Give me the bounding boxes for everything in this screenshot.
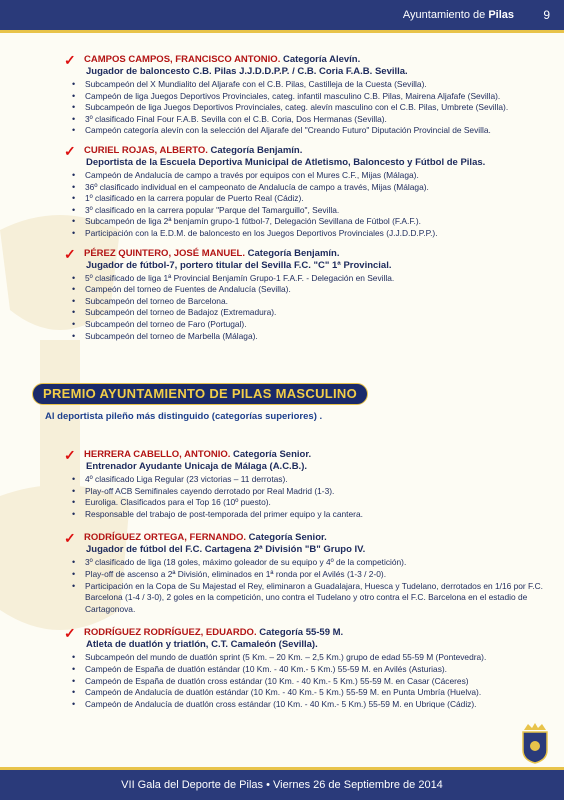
athlete-subtitle: Jugador de fútbol del F.C. Cartagena 2ª División "B" Grupo IV. [86, 544, 366, 556]
list-item: • Responsable del trabajo de post-temporada del primer equipo y la cantera. [84, 509, 554, 521]
list-item: • 1º clasificado en la carrera popular de Puerto Real (Cádiz). [84, 193, 554, 205]
achievement-list [84, 170, 554, 240]
athlete-name-line: RODRÍGUEZ ORTEGA, FERNANDO. Categoría Senior. [84, 532, 327, 544]
athlete-entry [64, 245, 554, 343]
list-item: • Campeón de España de duatlón cross estándar (10 Km. - 40 Km.- 5 Km.) 55-59 M. en Casar (Cáceres) [84, 676, 554, 688]
achievement-list [84, 79, 554, 137]
header-stripe [0, 30, 564, 33]
athlete-subtitle: Deportista de la Escuela Deportiva Municipal de Atletismo, Baloncesto y Fútbol de Pilas. [86, 156, 486, 168]
header-title: Ayuntamiento de Pilas [402, 9, 514, 21]
list-item: • Subcampeón del torneo de Faro (Portugal). [84, 319, 554, 331]
list-item: • Campeón de Andalucía de campo a través por equipos con el Mures C.F., Mijas (Málaga). [84, 170, 554, 182]
athlete-entry [64, 447, 554, 520]
list-item: • Campeón de liga Juegos Deportivos Provinciales, categ. infantil masculino C.B. Pilas, Mairena Aljafafe (Sevilla). [84, 91, 554, 103]
premio-title-banner: PREMIO AYUNTAMIENTO DE PILAS MASCULINO [32, 383, 368, 405]
achievement-list [84, 652, 554, 710]
check-icon: ✓ [64, 52, 76, 68]
athlete-entry [64, 142, 554, 240]
list-item: • Campeón del torneo de Fuentes de Andalucía (Sevilla). [84, 284, 554, 296]
list-item: • Subcampeón del torneo de Barcelona. [84, 296, 554, 308]
list-item: • Subcampeón del torneo de Marbella (Málaga). [84, 331, 554, 343]
athlete-subtitle: Atleta de duatlón y triatlón, C.T. Camaleón (Sevilla). [86, 639, 318, 651]
list-item: • 5º clasificado de liga 1ª Provincial Benjamín Grupo-1 F.A.F. - Delegación en Sevilla. [84, 273, 554, 285]
athlete-subtitle: Jugador de fútbol-7, portero titular del Sevilla F.C. "C" 1ª Provincial. [86, 259, 392, 271]
athlete-name-line: PÉREZ QUINTERO, JOSÉ MANUEL. Categoría Benjamín. [84, 247, 340, 259]
check-icon: ✓ [64, 530, 76, 547]
list-item: • Subcampeón de liga 2ª benjamín grupo-1 fútbol-7, Delegación Sevillana de Fútbol (F.A.F.). [84, 216, 554, 228]
athlete-name-line: RODRÍGUEZ RODRÍGUEZ, EDUARDO. Categoría 55-59 M. [84, 627, 344, 639]
header-bar [0, 0, 564, 30]
list-item: • Campeón de Andalucía de duatlón estándar (10 Km. - 40 Km.- 5 Km.) 55-59 M. en Punta Umbría (Huelva). [84, 687, 554, 699]
list-item: • Campeón de Andalucía de duatlón cross estándar (10 Km. - 40 Km.- 5 Km.) 55-59 M. en Ubrique (Cádiz). [84, 699, 554, 711]
list-item: • 3º clasificado Final Four F.A.B. Sevilla con el C.B. Coria, Dos Hermanas (Sevilla). [84, 114, 554, 126]
athlete-subtitle: Jugador de baloncesto C.B. Pilas J.J.D.D.P.P. / C.B. Coria F.A.B. Sevilla. [86, 66, 408, 77]
list-item: • Subcampeón del torneo de Badajoz (Extremadura). [84, 307, 554, 319]
list-item: • Participación con la E.D.M. de baloncesto en los Juegos Deportivos Provinciales (J.J.D.D.P.P.). [84, 228, 554, 240]
list-item: • 4º clasificado Liga Regular (23 victorias – 11 derrotas). [84, 474, 554, 486]
list-item: • Campeón de España de duatlón estándar (10 Km. - 40 Km.- 5 Km.) 55-59 M. en Avilés (Asturias). [84, 664, 554, 676]
check-icon: ✓ [64, 245, 76, 262]
athlete-entry [64, 52, 554, 137]
athlete-name-line: CURIEL ROJAS, ALBERTO. Categoría Benjamín. [84, 144, 303, 156]
pilas-crest-icon [520, 722, 550, 764]
athlete-name-line: CAMPOS CAMPOS, FRANCISCO ANTONIO. Categoría Alevín. [84, 54, 361, 65]
section-infantil [64, 52, 554, 350]
achievement-list [84, 474, 554, 520]
list-item: • Subcampeón del X Mundialito del Aljarafe con el C.B. Pilas, Castilleja de la Cuesta (Sevilla). [84, 79, 554, 91]
footer-text: VII Gala del Deporte de Pilas • Viernes 26 de Septiembre de 2014 [121, 779, 443, 791]
list-item: • Subcampeón del mundo de duatlón sprint (5 Km. – 20 Km. – 2,5 Km.) grupo de edad 55-59 M (Pontevedra). [84, 652, 554, 664]
list-item: • Play-off de ascenso a 2ª División, eliminados en 1ª ronda por el Avilés (1-3 / 2-0). [84, 569, 554, 581]
check-icon: ✓ [64, 447, 76, 463]
achievement-list [84, 557, 554, 615]
list-item: • Play-off ACB Semifinales cayendo derrotado por Real Madrid (1-3). [84, 486, 554, 498]
list-item: • Campeón categoría alevín con la selección del Aljarafe del "Creando Futuro" Diputación Provincial de Sevilla. [84, 125, 554, 137]
list-item: • Euroliga. Clasificados para el Top 16 (10º puesto). [84, 497, 554, 509]
achievement-list [84, 273, 554, 343]
check-icon: ✓ [64, 142, 76, 159]
list-item: • Participación en la Copa de Su Majestad el Rey, eliminaron a Guadalajara, Huesca y Tudelano, derrotados en 1/16 por F.C. Barcelona (1-4 / 3-0), 2 goles en la competición, uno contra el Tudelano y otro contra el F.C. Barcelona en el estadio de Cartagonova. [84, 581, 554, 616]
premio-subtitle: Al deportista pileño más distinguido (categorías superiores) . [45, 411, 323, 422]
list-item: • Subcampeón de liga Juegos Deportivos Provinciales, categ. alevín masculino con el C.B. Pilas, Umbrete (Sevilla). [84, 102, 554, 114]
athlete-subtitle: Entrenador Ayudante Unicaja de Málaga (A.C.B.). [86, 461, 308, 472]
list-item: • 3º clasificado de liga (18 goles, máximo goleador de su equipo y 4º de la competición). [84, 557, 554, 569]
athlete-entry [64, 625, 554, 710]
section-senior [64, 447, 554, 718]
athlete-entry [64, 530, 554, 615]
footer-bar [0, 770, 564, 800]
check-icon: ✓ [64, 625, 76, 642]
athlete-name-line: HERRERA CABELLO, ANTONIO. Categoría Senior. [84, 449, 312, 460]
list-item: • 3º clasificado en la carrera popular "Parque del Tamarguillo", Sevilla. [84, 205, 554, 217]
list-item: • 36º clasificado individual en el campeonato de Andalucía de campo a través, Mijas (Málaga). [84, 182, 554, 194]
page-number: 9 [543, 8, 550, 22]
